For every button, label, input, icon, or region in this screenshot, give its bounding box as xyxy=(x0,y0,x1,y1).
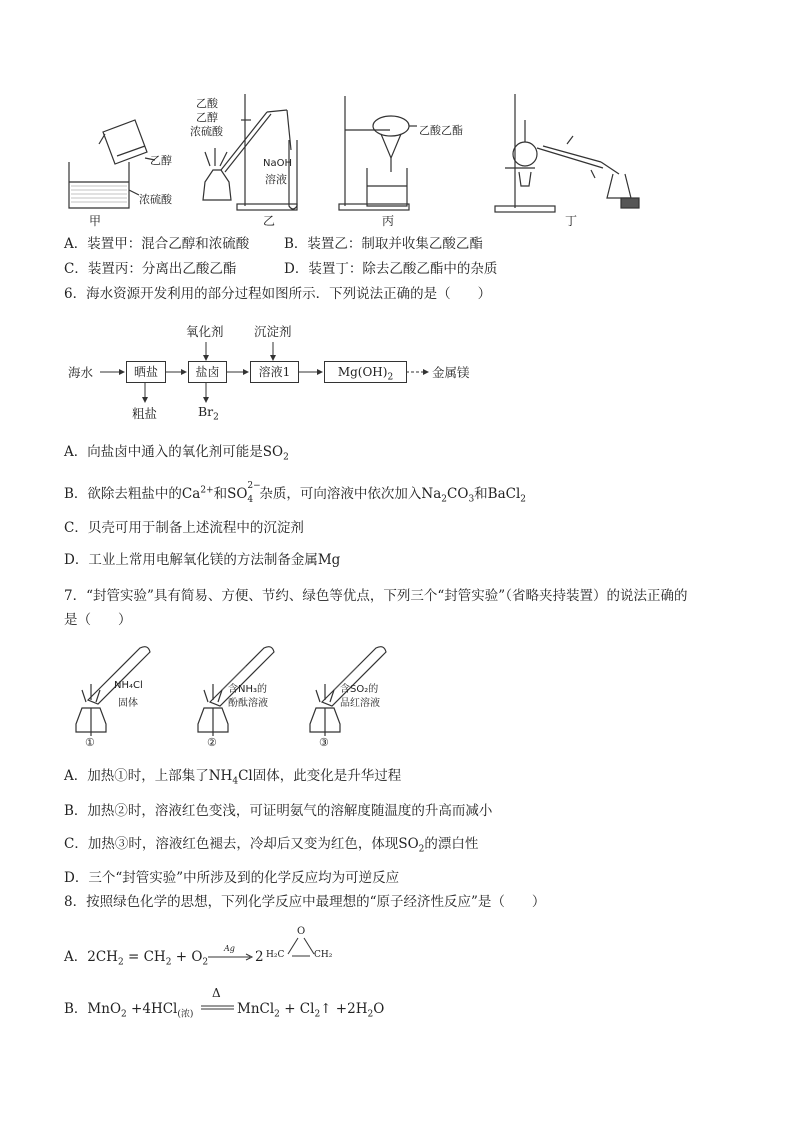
label-bing: 丙 xyxy=(382,214,395,228)
catalyst-ag: Ag xyxy=(224,944,235,953)
tube3-label-line2: 品红溶液 xyxy=(340,698,380,709)
label-ding: 丁 xyxy=(565,214,578,228)
apparatus-ding-drawing xyxy=(495,94,639,212)
q5-option-c: C．装置丙：分离出乙酸乙酯 xyxy=(64,261,237,277)
label-ethyl-acetate: 乙酸乙酯 xyxy=(419,124,463,137)
flow-box-brine: 盐卤 xyxy=(188,361,227,383)
q8-option-b: B．MnO$_2$ +4HCl$_{(浓)}$ xyxy=(64,1001,194,1020)
apparatus-bing-drawing xyxy=(339,96,417,210)
flow-oxidant: 氧化剂 xyxy=(186,324,224,339)
tube2-number: ② xyxy=(207,736,217,749)
q5-option-a: A．装置甲：混合乙醇和浓硫酸 xyxy=(64,236,250,252)
flow-metal-mg: 金属镁 xyxy=(432,365,470,380)
label-conc-acid: 浓硫酸 xyxy=(139,193,172,206)
heat-delta: Δ xyxy=(212,986,221,1000)
epoxide-h2c-left: H₂C xyxy=(266,950,285,960)
tube2-label-line1: 含NH₃的 xyxy=(228,684,268,695)
q7-tubes-figure xyxy=(70,640,430,752)
q6-flowchart xyxy=(66,318,486,423)
q7-option-a: A．加热①时，上部集了$NH_4Cl$固体，此变化是升华过程 xyxy=(64,768,402,787)
q7-option-b: B．加热②时，溶液红色变浅，可证明氨气的溶解度随温度的升高而减小 xyxy=(64,803,493,819)
q5-option-d: D．装置丁：除去乙酸乙酯中的杂质 xyxy=(284,261,498,277)
q8-option-b-products: MnCl$_2$ + $Cl_2↑ +2H_2O$ xyxy=(237,1001,385,1020)
q8-b-reaction-sign xyxy=(200,986,236,1016)
flow-br2: $Br_2$ xyxy=(198,404,219,423)
label-jia: 甲 xyxy=(89,214,102,228)
flow-seawater: 海水 xyxy=(68,365,94,380)
flow-box-shaiyan: 晒盐 xyxy=(126,361,166,383)
flow-crude-salt: 粗盐 xyxy=(132,406,158,421)
label-mix-acid: 浓硫酸 xyxy=(190,125,223,138)
q6-option-d: D．工业上常用电解氧化镁的方法制备金属Mg xyxy=(64,552,341,568)
tube3-number: ③ xyxy=(319,736,329,749)
q8-stem: 8．按照绿色化学的思想，下列化学反应中最理想的“原子经济性反应”是（ ） xyxy=(64,894,546,910)
epoxide-oxygen: O xyxy=(297,926,306,937)
q7-stem-line1: 7．“封管实验”具有简易、方便、节约、绿色等优点，下列三个“封管实验”（省略夹持装置）的说法正确的 xyxy=(64,588,688,604)
label-ethanol: 乙醇 xyxy=(150,154,172,167)
tube2-label-line2: 酚酞溶液 xyxy=(228,698,268,709)
q5-option-b: B．装置乙：制取并收集乙酸乙酯 xyxy=(284,236,483,252)
flow-box-mgoh2: $Mg(OH)_2$ xyxy=(324,361,407,383)
q7-stem-line2: 是（ ） xyxy=(64,612,132,628)
q8-a-arrow xyxy=(206,944,254,964)
flow-precipitant: 沉淀剂 xyxy=(254,324,292,339)
label-yi: 乙 xyxy=(263,214,276,228)
tube1-number: ① xyxy=(85,736,95,749)
q8-option-a: A．$2CH_2 = CH_2 + O_2$ xyxy=(64,949,209,968)
q7-option-d: D．三个“封管实验”中所涉及到的化学反应均为可逆反应 xyxy=(64,870,400,886)
q6-option-c: C．贝壳可用于制备上述流程中的沉淀剂 xyxy=(64,520,304,536)
label-mix-acetic: 乙酸 xyxy=(196,97,218,110)
q8-a-coefficient: 2 xyxy=(255,949,264,965)
epoxide-structure xyxy=(264,926,336,966)
tube1-label-line1: NH₄Cl xyxy=(114,680,143,691)
q5-apparatus-figure xyxy=(55,90,655,228)
tube-1-drawing xyxy=(76,647,150,736)
q7-option-c: C．加热③时，溶液红色褪去，冷却后又变为红色，体现$SO_2$的漂白性 xyxy=(64,836,479,855)
label-mix-ethanol: 乙醇 xyxy=(196,111,218,124)
q6-stem: 6．海水资源开发利用的部分过程如图所示．下列说法正确的是（ ） xyxy=(64,286,492,302)
q6-option-a: A．向盐卤中通入的氧化剂可能是$SO_2$ xyxy=(64,444,289,463)
label-naoh-solution: 溶液 xyxy=(265,173,287,186)
tube3-label-line1: 含SO₂的 xyxy=(340,684,379,695)
epoxide-ch2-right: CH₂ xyxy=(314,950,333,960)
q6-option-b: B．欲除去粗盐中的$Ca^{2+}$和SO 2− 4 杂质，可向溶液中依次加入$Na_2CO_3$和BaCl$_2$ xyxy=(64,481,527,505)
label-naoh: NaOH xyxy=(263,158,292,169)
tube1-label-line2: 固体 xyxy=(118,698,138,709)
flow-box-solution1: 溶液1 xyxy=(250,361,299,383)
